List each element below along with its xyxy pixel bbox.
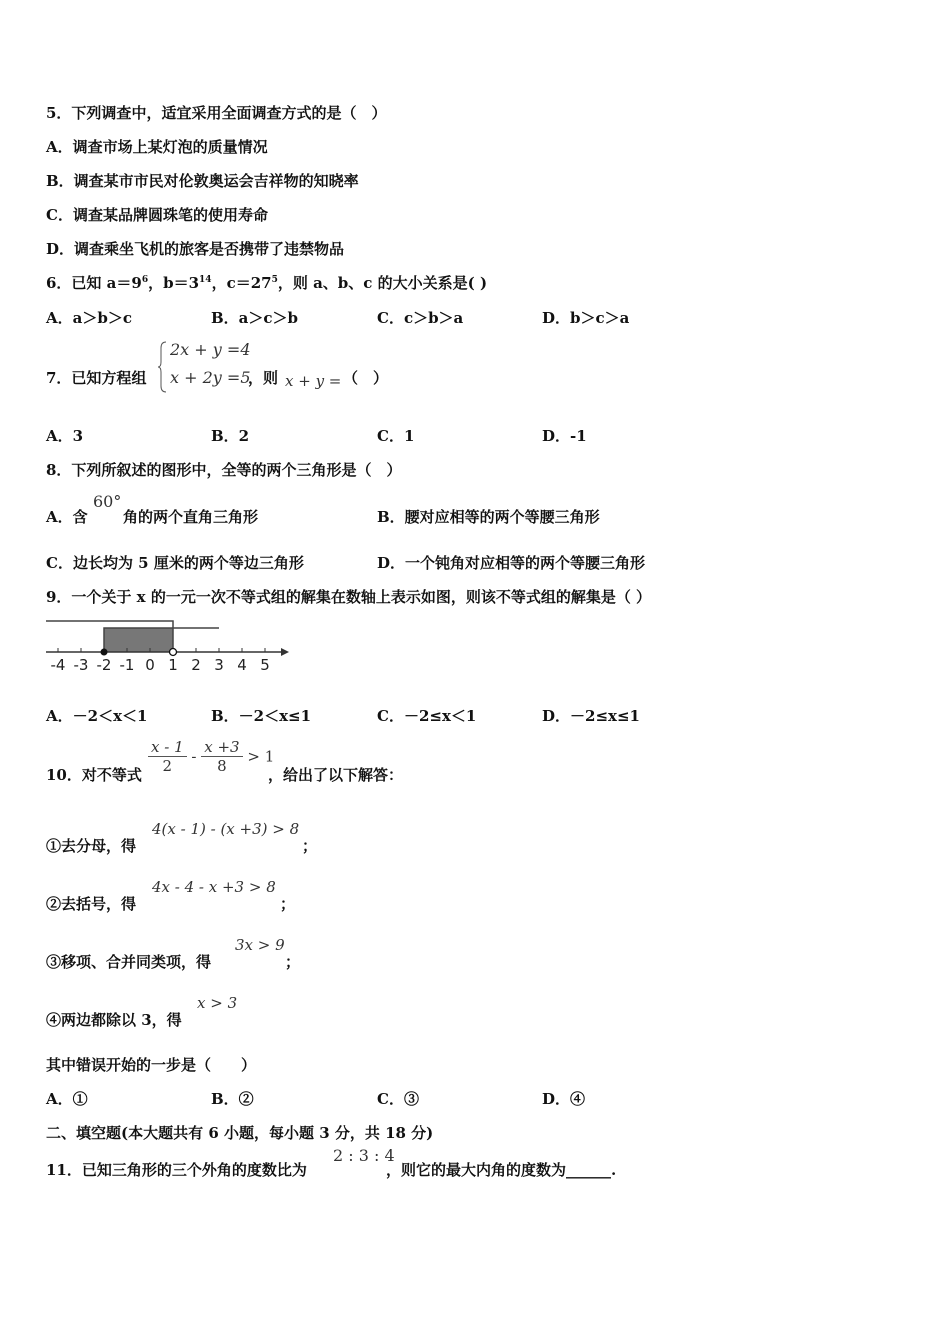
q10-step1-math: 4(x - 1) - (x +3) > 8 [152,820,300,838]
q6-exp-b: 14 [199,275,212,285]
axis-tick-label: -2 [96,656,112,674]
q10-step3-end: ； [285,953,301,971]
q10-options [46,1088,896,1110]
closed-point [101,649,108,656]
q6-option-d: D．b＞c＞a [542,309,630,327]
q8-option-a-pre: A．含 [46,508,88,526]
q6-exp-c: 5 [271,275,278,285]
q7-option-a: A．3 [46,427,84,445]
q6-stem-b: ，b＝3 [148,274,200,292]
q11-stem-pre: 11．已知三角形的三个外角的度数比为 [46,1161,307,1179]
q7-eq1: 2x + y =4 [170,340,251,359]
q9-stem: 9．一个关于 x 的一元一次不等式组的解集在数轴上表示如图，则该不等式组的解集是（ ） [46,588,652,606]
axis-tick-label: 0 [145,656,155,674]
q9-option-d: D．－2≤x≤1 [542,707,640,725]
q10-option-d: D．④ [542,1090,586,1108]
q7-option-d: D．-1 [542,427,587,445]
axis-tick-label: -4 [50,656,66,674]
axis-tick-label: 5 [260,656,270,674]
q6-stem-pre: 6．已知 a＝9 [46,274,142,292]
q10-fraction-2 [201,738,242,775]
q10-frac2-num: x +3 [201,738,242,757]
q10-question: 其中错误开始的一步是（ ） [46,1056,257,1074]
q10-step1-text: ①去分母，得 [46,837,137,855]
q10-option-c: C．③ [377,1090,419,1108]
q10-stem-post: ，给出了以下解答： [268,766,404,784]
axis-tick-label: 1 [168,656,178,674]
q7-expr: x + y = [285,372,342,390]
axis-tick-label: 3 [214,656,224,674]
q7-option-b: B．2 [211,427,250,445]
q10-option-a: A．① [46,1090,88,1108]
axis-tick-label: -1 [119,656,135,674]
q6-exp-a: 6 [141,275,149,285]
q10-fraction-1 [148,738,187,775]
q6-stem-c: ，c＝27 [211,274,272,292]
q7-option-c: C．1 [377,427,415,445]
axis-tick-label: 2 [191,656,201,674]
q7-stem-post: （ ） [343,369,389,387]
q6-option-a: A．a＞b＞c [46,309,132,327]
q7-stem-pre: 7．已知方程组 [46,369,147,387]
q11-ratio: 2 : 3 : 4 [333,1146,395,1165]
q5-option-b: B．调查某市市民对伦敦奥运会吉祥物的知晓率 [46,172,359,190]
q6-option-b: B．a＞c＞b [211,309,299,327]
section-2-heading: 二、填空题(本大题共有 6 小题，每小题 3 分，共 18 分) [46,1124,434,1142]
q10-step1-end: ； [302,837,318,855]
q10-step3-text: ③移项、合并同类项，得 [46,953,212,971]
q9-option-c: C．－2≤x＜1 [377,707,477,725]
q8-option-c: C．边长均为 5 厘米的两个等边三角形 [46,554,304,572]
q6-stem-post: ，则 a、b、c 的大小关系是( ) [277,274,488,292]
q8-option-d: D．一个钝角对应相等的两个等腰三角形 [377,554,646,572]
axis-tick-label: -3 [73,656,89,674]
axis-arrow [281,648,289,656]
solution-region [104,628,173,652]
q10-gt: > 1 [247,747,275,766]
q7-options [46,425,896,447]
q10-frac2-den: 8 [217,757,227,775]
axis-tick-label: 4 [237,656,247,674]
q6-stem [46,272,487,293]
number-line-figure [42,616,292,676]
q5-option-c: C．调查某品牌圆珠笔的使用寿命 [46,206,268,224]
q10-step4-text: ④两边都除以 3，得 [46,1011,182,1029]
q10-step4-math: x > 3 [197,994,238,1012]
q10-option-b: B．② [211,1090,254,1108]
q11-stem-post: ，则它的最大内角的度数为______. [386,1161,617,1179]
q6-options [46,307,896,329]
q9-options [46,705,896,727]
q5-stem: 5．下列调查中，适宜采用全面调查方式的是（ ） [46,104,387,122]
q10-step3-math: 3x > 9 [235,936,285,954]
open-point [170,649,177,656]
q10-frac1-den: 2 [162,757,173,775]
brace-icon [158,340,168,394]
q10-step2-math: 4x - 4 - x +3 > 8 [152,878,276,896]
q9-option-a: A．－2＜x＜1 [46,707,148,725]
q10-step2-text: ②去括号，得 [46,895,137,913]
q6-option-c: C．c＞b＞a [377,309,464,327]
q8-angle: 60° [93,492,122,511]
q7-stem-mid: ，则 [248,369,279,387]
q10-frac1-num: x - 1 [148,738,187,757]
q8-option-b: B．腰对应相等的两个等腰三角形 [377,508,600,526]
q8-option-a-post: 角的两个直角三角形 [123,508,259,526]
q7-eq2: x + 2y =5 [170,368,251,387]
q10-minus: - [191,747,197,766]
q5-option-a: A．调查市场上某灯泡的质量情况 [46,138,268,156]
q5-option-d: D．调查乘坐飞机的旅客是否携带了违禁物品 [46,240,345,258]
q10-inequality [148,738,274,775]
q8-stem: 8．下列所叙述的图形中，全等的两个三角形是（ ） [46,461,402,479]
q10-stem-pre: 10．对不等式 [46,766,142,784]
q10-step2-end: ； [280,895,296,913]
q9-option-b: B．－2＜x≤1 [211,707,312,725]
